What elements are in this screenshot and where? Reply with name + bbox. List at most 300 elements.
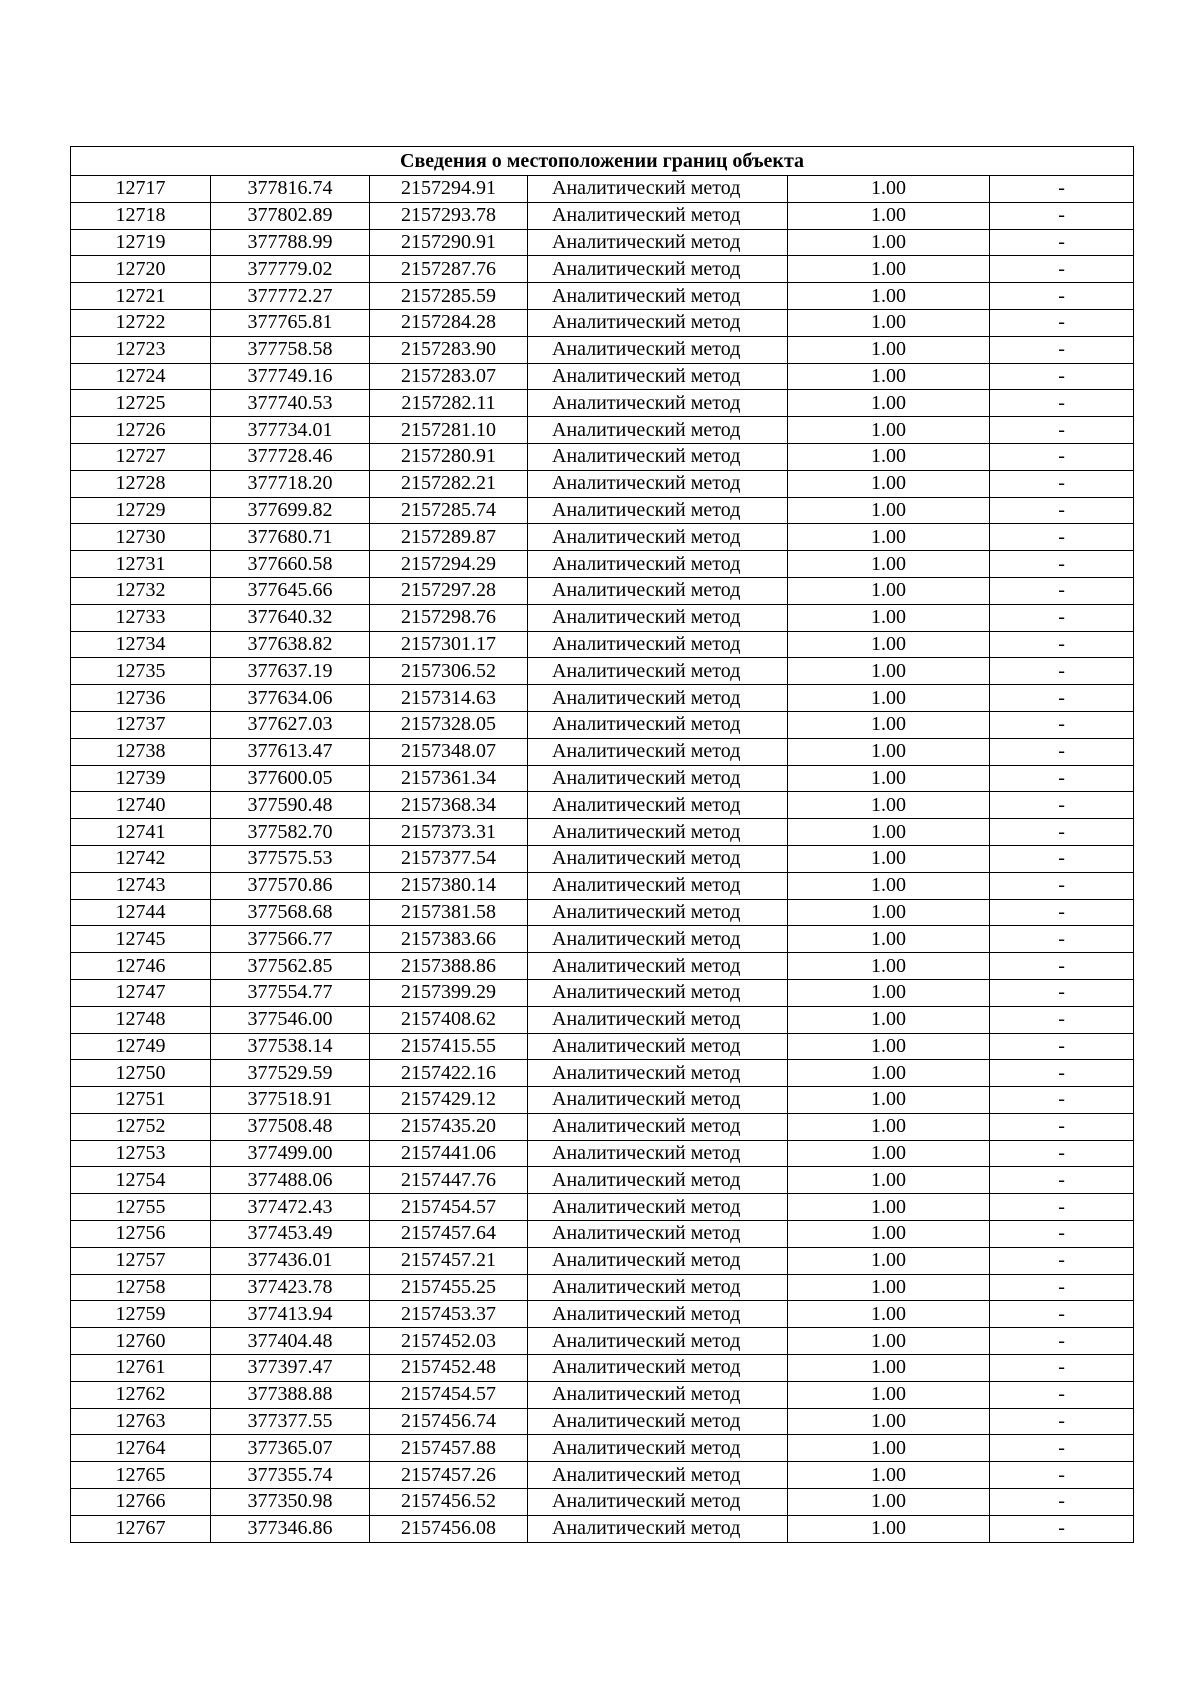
y-coordinate-cell: 2157282.21 <box>370 470 528 497</box>
method-cell: Аналитический метод <box>528 497 788 524</box>
accuracy-cell: 1.00 <box>788 176 990 203</box>
description-cell: - <box>990 819 1134 846</box>
accuracy-cell: 1.00 <box>788 1355 990 1382</box>
method-cell: Аналитический метод <box>528 1301 788 1328</box>
method-cell: Аналитический метод <box>528 1462 788 1489</box>
point-number-cell: 12765 <box>71 1462 211 1489</box>
table-row <box>71 256 1134 283</box>
description-cell: - <box>990 979 1134 1006</box>
method-cell: Аналитический метод <box>528 631 788 658</box>
x-coordinate-cell: 377638.82 <box>211 631 370 658</box>
description-cell: - <box>990 551 1134 578</box>
method-cell: Аналитический метод <box>528 765 788 792</box>
x-coordinate-cell: 377728.46 <box>211 443 370 470</box>
point-number-cell: 12722 <box>71 309 211 336</box>
accuracy-cell: 1.00 <box>788 229 990 256</box>
description-cell: - <box>990 309 1134 336</box>
point-number-cell: 12745 <box>71 926 211 953</box>
method-cell: Аналитический метод <box>528 443 788 470</box>
accuracy-cell: 1.00 <box>788 256 990 283</box>
method-cell: Аналитический метод <box>528 1060 788 1087</box>
point-number-cell: 12749 <box>71 1033 211 1060</box>
x-coordinate-cell: 377637.19 <box>211 658 370 685</box>
method-cell: Аналитический метод <box>528 229 788 256</box>
x-coordinate-cell: 377627.03 <box>211 711 370 738</box>
accuracy-cell: 1.00 <box>788 283 990 310</box>
accuracy-cell: 1.00 <box>788 1247 990 1274</box>
table-row <box>71 1489 1134 1516</box>
description-cell: - <box>990 845 1134 872</box>
x-coordinate-cell: 377570.86 <box>211 872 370 899</box>
table-row <box>71 953 1134 980</box>
accuracy-cell: 1.00 <box>788 1060 990 1087</box>
description-cell: - <box>990 1087 1134 1114</box>
table-row <box>71 390 1134 417</box>
x-coordinate-cell: 377413.94 <box>211 1301 370 1328</box>
description-cell: - <box>990 390 1134 417</box>
y-coordinate-cell: 2157280.91 <box>370 443 528 470</box>
accuracy-cell: 1.00 <box>788 631 990 658</box>
table-row <box>71 658 1134 685</box>
point-number-cell: 12746 <box>71 953 211 980</box>
method-cell: Аналитический метод <box>528 1087 788 1114</box>
y-coordinate-cell: 2157290.91 <box>370 229 528 256</box>
x-coordinate-cell: 377472.43 <box>211 1194 370 1221</box>
accuracy-cell: 1.00 <box>788 711 990 738</box>
accuracy-cell: 1.00 <box>788 685 990 712</box>
x-coordinate-cell: 377365.07 <box>211 1435 370 1462</box>
table-row <box>71 1060 1134 1087</box>
table-row <box>71 1113 1134 1140</box>
y-coordinate-cell: 2157294.91 <box>370 176 528 203</box>
y-coordinate-cell: 2157457.88 <box>370 1435 528 1462</box>
description-cell: - <box>990 631 1134 658</box>
point-number-cell: 12730 <box>71 524 211 551</box>
y-coordinate-cell: 2157422.16 <box>370 1060 528 1087</box>
table-row <box>71 1408 1134 1435</box>
x-coordinate-cell: 377758.58 <box>211 336 370 363</box>
method-cell: Аналитический метод <box>528 1140 788 1167</box>
accuracy-cell: 1.00 <box>788 309 990 336</box>
x-coordinate-cell: 377680.71 <box>211 524 370 551</box>
method-cell: Аналитический метод <box>528 1221 788 1248</box>
accuracy-cell: 1.00 <box>788 363 990 390</box>
description-cell: - <box>990 1006 1134 1033</box>
table-row <box>71 497 1134 524</box>
accuracy-cell: 1.00 <box>788 417 990 444</box>
table-row <box>71 1033 1134 1060</box>
x-coordinate-cell: 377566.77 <box>211 926 370 953</box>
description-cell: - <box>990 738 1134 765</box>
description-cell: - <box>990 1194 1134 1221</box>
description-cell: - <box>990 1247 1134 1274</box>
table-row <box>71 470 1134 497</box>
x-coordinate-cell: 377772.27 <box>211 283 370 310</box>
x-coordinate-cell: 377634.06 <box>211 685 370 712</box>
method-cell: Аналитический метод <box>528 1489 788 1516</box>
method-cell: Аналитический метод <box>528 1381 788 1408</box>
description-cell: - <box>990 1515 1134 1542</box>
accuracy-cell: 1.00 <box>788 1462 990 1489</box>
point-number-cell: 12739 <box>71 765 211 792</box>
x-coordinate-cell: 377613.47 <box>211 738 370 765</box>
description-cell: - <box>990 202 1134 229</box>
y-coordinate-cell: 2157293.78 <box>370 202 528 229</box>
point-number-cell: 12744 <box>71 899 211 926</box>
point-number-cell: 12763 <box>71 1408 211 1435</box>
method-cell: Аналитический метод <box>528 819 788 846</box>
point-number-cell: 12750 <box>71 1060 211 1087</box>
table-row <box>71 1301 1134 1328</box>
description-cell: - <box>990 470 1134 497</box>
table-row <box>71 1221 1134 1248</box>
point-number-cell: 12727 <box>71 443 211 470</box>
table-row <box>71 845 1134 872</box>
y-coordinate-cell: 2157408.62 <box>370 1006 528 1033</box>
description-cell: - <box>990 1140 1134 1167</box>
table-row <box>71 1328 1134 1355</box>
table-row <box>71 363 1134 390</box>
accuracy-cell: 1.00 <box>788 1515 990 1542</box>
accuracy-cell: 1.00 <box>788 899 990 926</box>
table-row <box>71 631 1134 658</box>
table-row <box>71 604 1134 631</box>
method-cell: Аналитический метод <box>528 417 788 444</box>
y-coordinate-cell: 2157452.03 <box>370 1328 528 1355</box>
point-number-cell: 12752 <box>71 1113 211 1140</box>
x-coordinate-cell: 377346.86 <box>211 1515 370 1542</box>
description-cell: - <box>990 1355 1134 1382</box>
y-coordinate-cell: 2157283.90 <box>370 336 528 363</box>
y-coordinate-cell: 2157361.34 <box>370 765 528 792</box>
y-coordinate-cell: 2157284.28 <box>370 309 528 336</box>
description-cell: - <box>990 256 1134 283</box>
method-cell: Аналитический метод <box>528 685 788 712</box>
method-cell: Аналитический метод <box>528 953 788 980</box>
y-coordinate-cell: 2157294.29 <box>370 551 528 578</box>
point-number-cell: 12751 <box>71 1087 211 1114</box>
description-cell: - <box>990 604 1134 631</box>
point-number-cell: 12756 <box>71 1221 211 1248</box>
y-coordinate-cell: 2157456.74 <box>370 1408 528 1435</box>
table-row <box>71 417 1134 444</box>
accuracy-cell: 1.00 <box>788 658 990 685</box>
method-cell: Аналитический метод <box>528 1006 788 1033</box>
y-coordinate-cell: 2157283.07 <box>370 363 528 390</box>
table-row <box>71 1515 1134 1542</box>
x-coordinate-cell: 377718.20 <box>211 470 370 497</box>
x-coordinate-cell: 377749.16 <box>211 363 370 390</box>
description-cell: - <box>990 229 1134 256</box>
y-coordinate-cell: 2157383.66 <box>370 926 528 953</box>
accuracy-cell: 1.00 <box>788 1489 990 1516</box>
description-cell: - <box>990 658 1134 685</box>
table-row <box>71 309 1134 336</box>
description-cell: - <box>990 524 1134 551</box>
table-row <box>71 1167 1134 1194</box>
method-cell: Аналитический метод <box>528 1328 788 1355</box>
method-cell: Аналитический метод <box>528 1113 788 1140</box>
y-coordinate-cell: 2157456.52 <box>370 1489 528 1516</box>
point-number-cell: 12767 <box>71 1515 211 1542</box>
method-cell: Аналитический метод <box>528 1194 788 1221</box>
y-coordinate-cell: 2157282.11 <box>370 390 528 417</box>
accuracy-cell: 1.00 <box>788 872 990 899</box>
point-number-cell: 12725 <box>71 390 211 417</box>
table-row <box>71 979 1134 1006</box>
method-cell: Аналитический метод <box>528 256 788 283</box>
table-row <box>71 283 1134 310</box>
description-cell: - <box>990 443 1134 470</box>
description-cell: - <box>990 1060 1134 1087</box>
x-coordinate-cell: 377397.47 <box>211 1355 370 1382</box>
table-row <box>71 819 1134 846</box>
accuracy-cell: 1.00 <box>788 1006 990 1033</box>
y-coordinate-cell: 2157301.17 <box>370 631 528 658</box>
method-cell: Аналитический метод <box>528 577 788 604</box>
point-number-cell: 12738 <box>71 738 211 765</box>
y-coordinate-cell: 2157285.59 <box>370 283 528 310</box>
y-coordinate-cell: 2157441.06 <box>370 1140 528 1167</box>
x-coordinate-cell: 377699.82 <box>211 497 370 524</box>
point-number-cell: 12762 <box>71 1381 211 1408</box>
point-number-cell: 12732 <box>71 577 211 604</box>
accuracy-cell: 1.00 <box>788 1113 990 1140</box>
accuracy-cell: 1.00 <box>788 336 990 363</box>
accuracy-cell: 1.00 <box>788 551 990 578</box>
table-row <box>71 229 1134 256</box>
point-number-cell: 12731 <box>71 551 211 578</box>
table-row <box>71 336 1134 363</box>
x-coordinate-cell: 377554.77 <box>211 979 370 1006</box>
point-number-cell: 12757 <box>71 1247 211 1274</box>
accuracy-cell: 1.00 <box>788 470 990 497</box>
accuracy-cell: 1.00 <box>788 1301 990 1328</box>
table-row <box>71 524 1134 551</box>
point-number-cell: 12753 <box>71 1140 211 1167</box>
method-cell: Аналитический метод <box>528 202 788 229</box>
table-title: Сведения о местоположении границ объекта <box>71 147 1134 176</box>
point-number-cell: 12748 <box>71 1006 211 1033</box>
x-coordinate-cell: 377802.89 <box>211 202 370 229</box>
table-row <box>71 1274 1134 1301</box>
method-cell: Аналитический метод <box>528 711 788 738</box>
description-cell: - <box>990 872 1134 899</box>
x-coordinate-cell: 377640.32 <box>211 604 370 631</box>
table-row <box>71 443 1134 470</box>
table-row <box>71 792 1134 819</box>
description-cell: - <box>990 1274 1134 1301</box>
x-coordinate-cell: 377575.53 <box>211 845 370 872</box>
x-coordinate-cell: 377779.02 <box>211 256 370 283</box>
accuracy-cell: 1.00 <box>788 1408 990 1435</box>
accuracy-cell: 1.00 <box>788 792 990 819</box>
y-coordinate-cell: 2157348.07 <box>370 738 528 765</box>
description-cell: - <box>990 899 1134 926</box>
accuracy-cell: 1.00 <box>788 1167 990 1194</box>
method-cell: Аналитический метод <box>528 1167 788 1194</box>
description-cell: - <box>990 176 1134 203</box>
point-number-cell: 12735 <box>71 658 211 685</box>
table-row <box>71 872 1134 899</box>
y-coordinate-cell: 2157381.58 <box>370 899 528 926</box>
description-cell: - <box>990 765 1134 792</box>
point-number-cell: 12734 <box>71 631 211 658</box>
accuracy-cell: 1.00 <box>788 1274 990 1301</box>
method-cell: Аналитический метод <box>528 658 788 685</box>
y-coordinate-cell: 2157306.52 <box>370 658 528 685</box>
y-coordinate-cell: 2157380.14 <box>370 872 528 899</box>
description-cell: - <box>990 711 1134 738</box>
point-number-cell: 12729 <box>71 497 211 524</box>
method-cell: Аналитический метод <box>528 1355 788 1382</box>
method-cell: Аналитический метод <box>528 792 788 819</box>
y-coordinate-cell: 2157453.37 <box>370 1301 528 1328</box>
method-cell: Аналитический метод <box>528 176 788 203</box>
description-cell: - <box>990 1301 1134 1328</box>
method-cell: Аналитический метод <box>528 899 788 926</box>
point-number-cell: 12759 <box>71 1301 211 1328</box>
point-number-cell: 12742 <box>71 845 211 872</box>
y-coordinate-cell: 2157457.64 <box>370 1221 528 1248</box>
point-number-cell: 12733 <box>71 604 211 631</box>
description-cell: - <box>990 953 1134 980</box>
method-cell: Аналитический метод <box>528 926 788 953</box>
accuracy-cell: 1.00 <box>788 1381 990 1408</box>
description-cell: - <box>990 1381 1134 1408</box>
method-cell: Аналитический метод <box>528 1515 788 1542</box>
method-cell: Аналитический метод <box>528 1274 788 1301</box>
description-cell: - <box>990 1328 1134 1355</box>
table-row <box>71 176 1134 203</box>
accuracy-cell: 1.00 <box>788 953 990 980</box>
method-cell: Аналитический метод <box>528 283 788 310</box>
accuracy-cell: 1.00 <box>788 390 990 417</box>
table-row <box>71 1381 1134 1408</box>
y-coordinate-cell: 2157328.05 <box>370 711 528 738</box>
method-cell: Аналитический метод <box>528 1247 788 1274</box>
x-coordinate-cell: 377436.01 <box>211 1247 370 1274</box>
y-coordinate-cell: 2157447.76 <box>370 1167 528 1194</box>
method-cell: Аналитический метод <box>528 979 788 1006</box>
x-coordinate-cell: 377590.48 <box>211 792 370 819</box>
point-number-cell: 12728 <box>71 470 211 497</box>
x-coordinate-cell: 377350.98 <box>211 1489 370 1516</box>
method-cell: Аналитический метод <box>528 524 788 551</box>
accuracy-cell: 1.00 <box>788 604 990 631</box>
x-coordinate-cell: 377765.81 <box>211 309 370 336</box>
method-cell: Аналитический метод <box>528 845 788 872</box>
accuracy-cell: 1.00 <box>788 738 990 765</box>
y-coordinate-cell: 2157415.55 <box>370 1033 528 1060</box>
x-coordinate-cell: 377568.68 <box>211 899 370 926</box>
accuracy-cell: 1.00 <box>788 1140 990 1167</box>
x-coordinate-cell: 377388.88 <box>211 1381 370 1408</box>
x-coordinate-cell: 377546.00 <box>211 1006 370 1033</box>
point-number-cell: 12740 <box>71 792 211 819</box>
accuracy-cell: 1.00 <box>788 845 990 872</box>
y-coordinate-cell: 2157373.31 <box>370 819 528 846</box>
method-cell: Аналитический метод <box>528 1408 788 1435</box>
method-cell: Аналитический метод <box>528 390 788 417</box>
point-number-cell: 12766 <box>71 1489 211 1516</box>
point-number-cell: 12754 <box>71 1167 211 1194</box>
point-number-cell: 12718 <box>71 202 211 229</box>
description-cell: - <box>990 283 1134 310</box>
table-row <box>71 926 1134 953</box>
description-cell: - <box>990 792 1134 819</box>
x-coordinate-cell: 377355.74 <box>211 1462 370 1489</box>
point-number-cell: 12760 <box>71 1328 211 1355</box>
table-row <box>71 1194 1134 1221</box>
table-row <box>71 899 1134 926</box>
accuracy-cell: 1.00 <box>788 524 990 551</box>
x-coordinate-cell: 377660.58 <box>211 551 370 578</box>
y-coordinate-cell: 2157429.12 <box>370 1087 528 1114</box>
point-number-cell: 12723 <box>71 336 211 363</box>
y-coordinate-cell: 2157457.26 <box>370 1462 528 1489</box>
table-row <box>71 765 1134 792</box>
table-row <box>71 551 1134 578</box>
method-cell: Аналитический метод <box>528 363 788 390</box>
y-coordinate-cell: 2157368.34 <box>370 792 528 819</box>
method-cell: Аналитический метод <box>528 1033 788 1060</box>
table-row <box>71 738 1134 765</box>
x-coordinate-cell: 377453.49 <box>211 1221 370 1248</box>
x-coordinate-cell: 377538.14 <box>211 1033 370 1060</box>
x-coordinate-cell: 377508.48 <box>211 1113 370 1140</box>
y-coordinate-cell: 2157298.76 <box>370 604 528 631</box>
x-coordinate-cell: 377740.53 <box>211 390 370 417</box>
y-coordinate-cell: 2157399.29 <box>370 979 528 1006</box>
point-number-cell: 12721 <box>71 283 211 310</box>
description-cell: - <box>990 336 1134 363</box>
description-cell: - <box>990 1167 1134 1194</box>
table-row <box>71 685 1134 712</box>
description-cell: - <box>990 1435 1134 1462</box>
method-cell: Аналитический метод <box>528 738 788 765</box>
y-coordinate-cell: 2157456.08 <box>370 1515 528 1542</box>
x-coordinate-cell: 377377.55 <box>211 1408 370 1435</box>
x-coordinate-cell: 377488.06 <box>211 1167 370 1194</box>
point-number-cell: 12724 <box>71 363 211 390</box>
table-row <box>71 1006 1134 1033</box>
accuracy-cell: 1.00 <box>788 202 990 229</box>
table-row <box>71 202 1134 229</box>
accuracy-cell: 1.00 <box>788 1328 990 1355</box>
table-row <box>71 1140 1134 1167</box>
point-number-cell: 12755 <box>71 1194 211 1221</box>
point-number-cell: 12743 <box>71 872 211 899</box>
x-coordinate-cell: 377423.78 <box>211 1274 370 1301</box>
description-cell: - <box>990 363 1134 390</box>
description-cell: - <box>990 1113 1134 1140</box>
accuracy-cell: 1.00 <box>788 926 990 953</box>
method-cell: Аналитический метод <box>528 470 788 497</box>
method-cell: Аналитический метод <box>528 309 788 336</box>
x-coordinate-cell: 377600.05 <box>211 765 370 792</box>
table-row <box>71 1247 1134 1274</box>
x-coordinate-cell: 377499.00 <box>211 1140 370 1167</box>
y-coordinate-cell: 2157454.57 <box>370 1194 528 1221</box>
description-cell: - <box>990 577 1134 604</box>
x-coordinate-cell: 377518.91 <box>211 1087 370 1114</box>
y-coordinate-cell: 2157452.48 <box>370 1355 528 1382</box>
y-coordinate-cell: 2157285.74 <box>370 497 528 524</box>
point-number-cell: 12717 <box>71 176 211 203</box>
description-cell: - <box>990 685 1134 712</box>
table-row <box>71 577 1134 604</box>
